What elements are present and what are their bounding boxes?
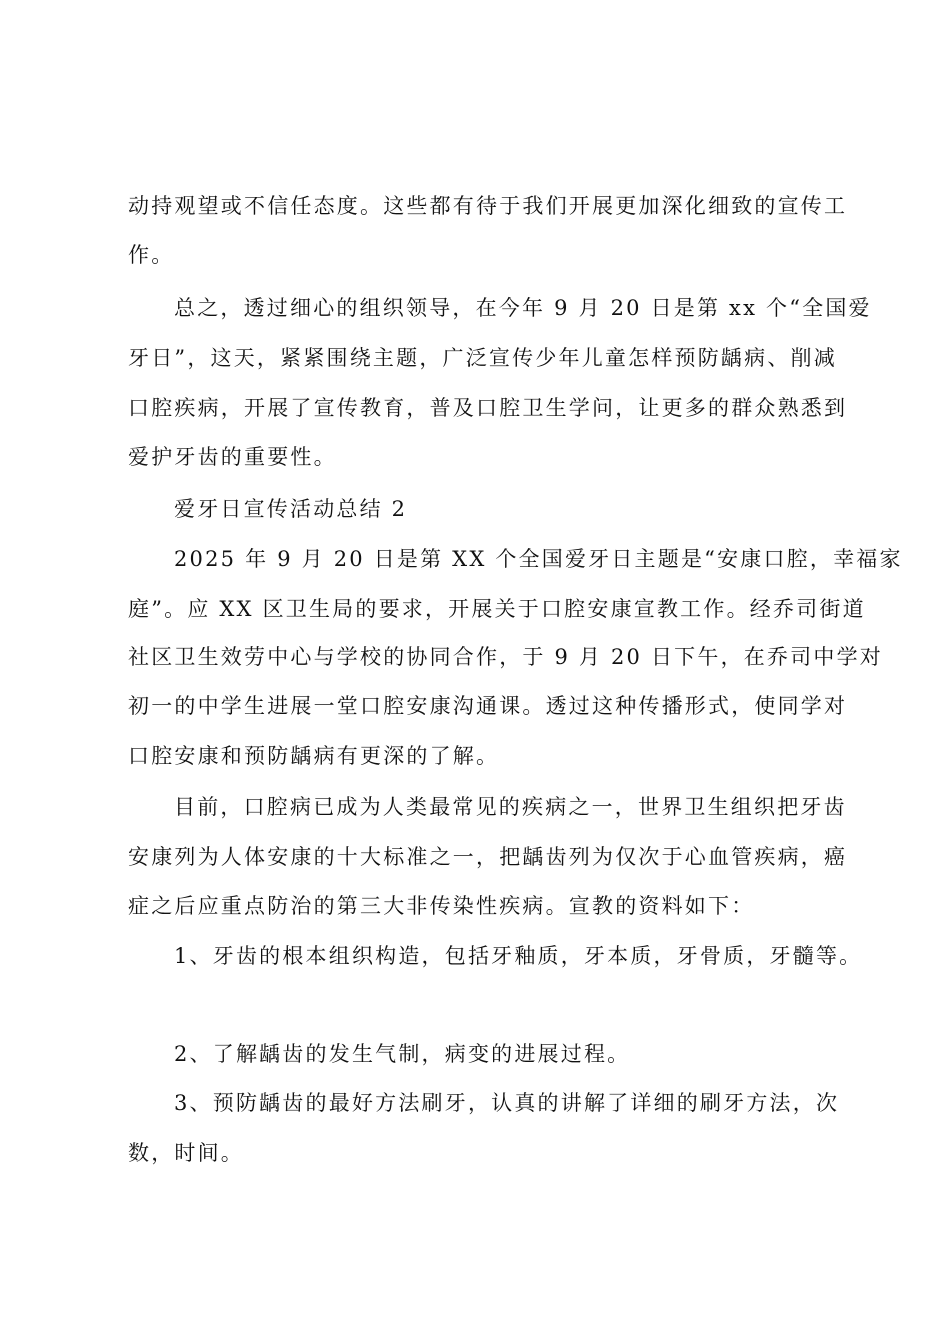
- text-line: 爱护牙齿的重要性。: [128, 445, 337, 469]
- text-line: 口腔安康和预防龋病有更深的了解。: [128, 744, 500, 768]
- text-line: 数，时间。: [128, 1141, 244, 1165]
- text-line: 牙日”，这天，紧紧围绕主题，广泛宣传少年儿童怎样预防龋病、削减: [128, 346, 837, 370]
- list-item: 3、预防龋齿的最好方法刷牙，认真的讲解了详细的刷牙方法，次: [174, 1091, 840, 1115]
- text-line: 口腔疾病，开展了宣传教育，普及口腔卫生学问，让更多的群众熟悉到: [128, 396, 848, 420]
- list-item: 1、牙齿的根本组织构造，包括牙釉质，牙本质，牙骨质，牙髓等。: [174, 944, 863, 968]
- text-line: 作。: [128, 243, 175, 267]
- text-line: 症之后应重点防治的第三大非传染性疾病。宣教的资料如下：: [128, 894, 755, 918]
- text-line: 目前，口腔病已成为人类最常见的疾病之一，世界卫生组织把牙齿: [174, 795, 847, 819]
- text-line: 动持观望或不信任态度。这些都有待于我们开展更加深化细致的宣传工: [128, 194, 848, 218]
- text-line: 安康列为人体安康的十大标准之一，把龋齿列为仅次于心血管疾病，癌: [128, 845, 848, 869]
- text-line: 2025 年 9 月 20 日是第 XX 个全国爱牙日主题是“安康口腔，幸福家: [174, 547, 903, 571]
- text-line: 庭”。应 XX 区卫生局的要求，开展关于口腔安康宣教工作。经乔司街道: [128, 597, 866, 621]
- list-item: 2、了解龋齿的发生气制，病变的进展过程。: [174, 1042, 631, 1066]
- text-line: 总之，透过细心的组织领导，在今年 9 月 20 日是第 xx 个“全国爱: [174, 296, 872, 320]
- text-line: 社区卫生效劳中心与学校的协同合作，于 9 月 20 日下午，在乔司中学对: [128, 645, 883, 669]
- text-line: 初一的中学生进展一堂口腔安康沟通课。透过这种传播形式，使同学对: [128, 694, 848, 718]
- section-heading: 爱牙日宣传活动总结 2: [174, 497, 408, 521]
